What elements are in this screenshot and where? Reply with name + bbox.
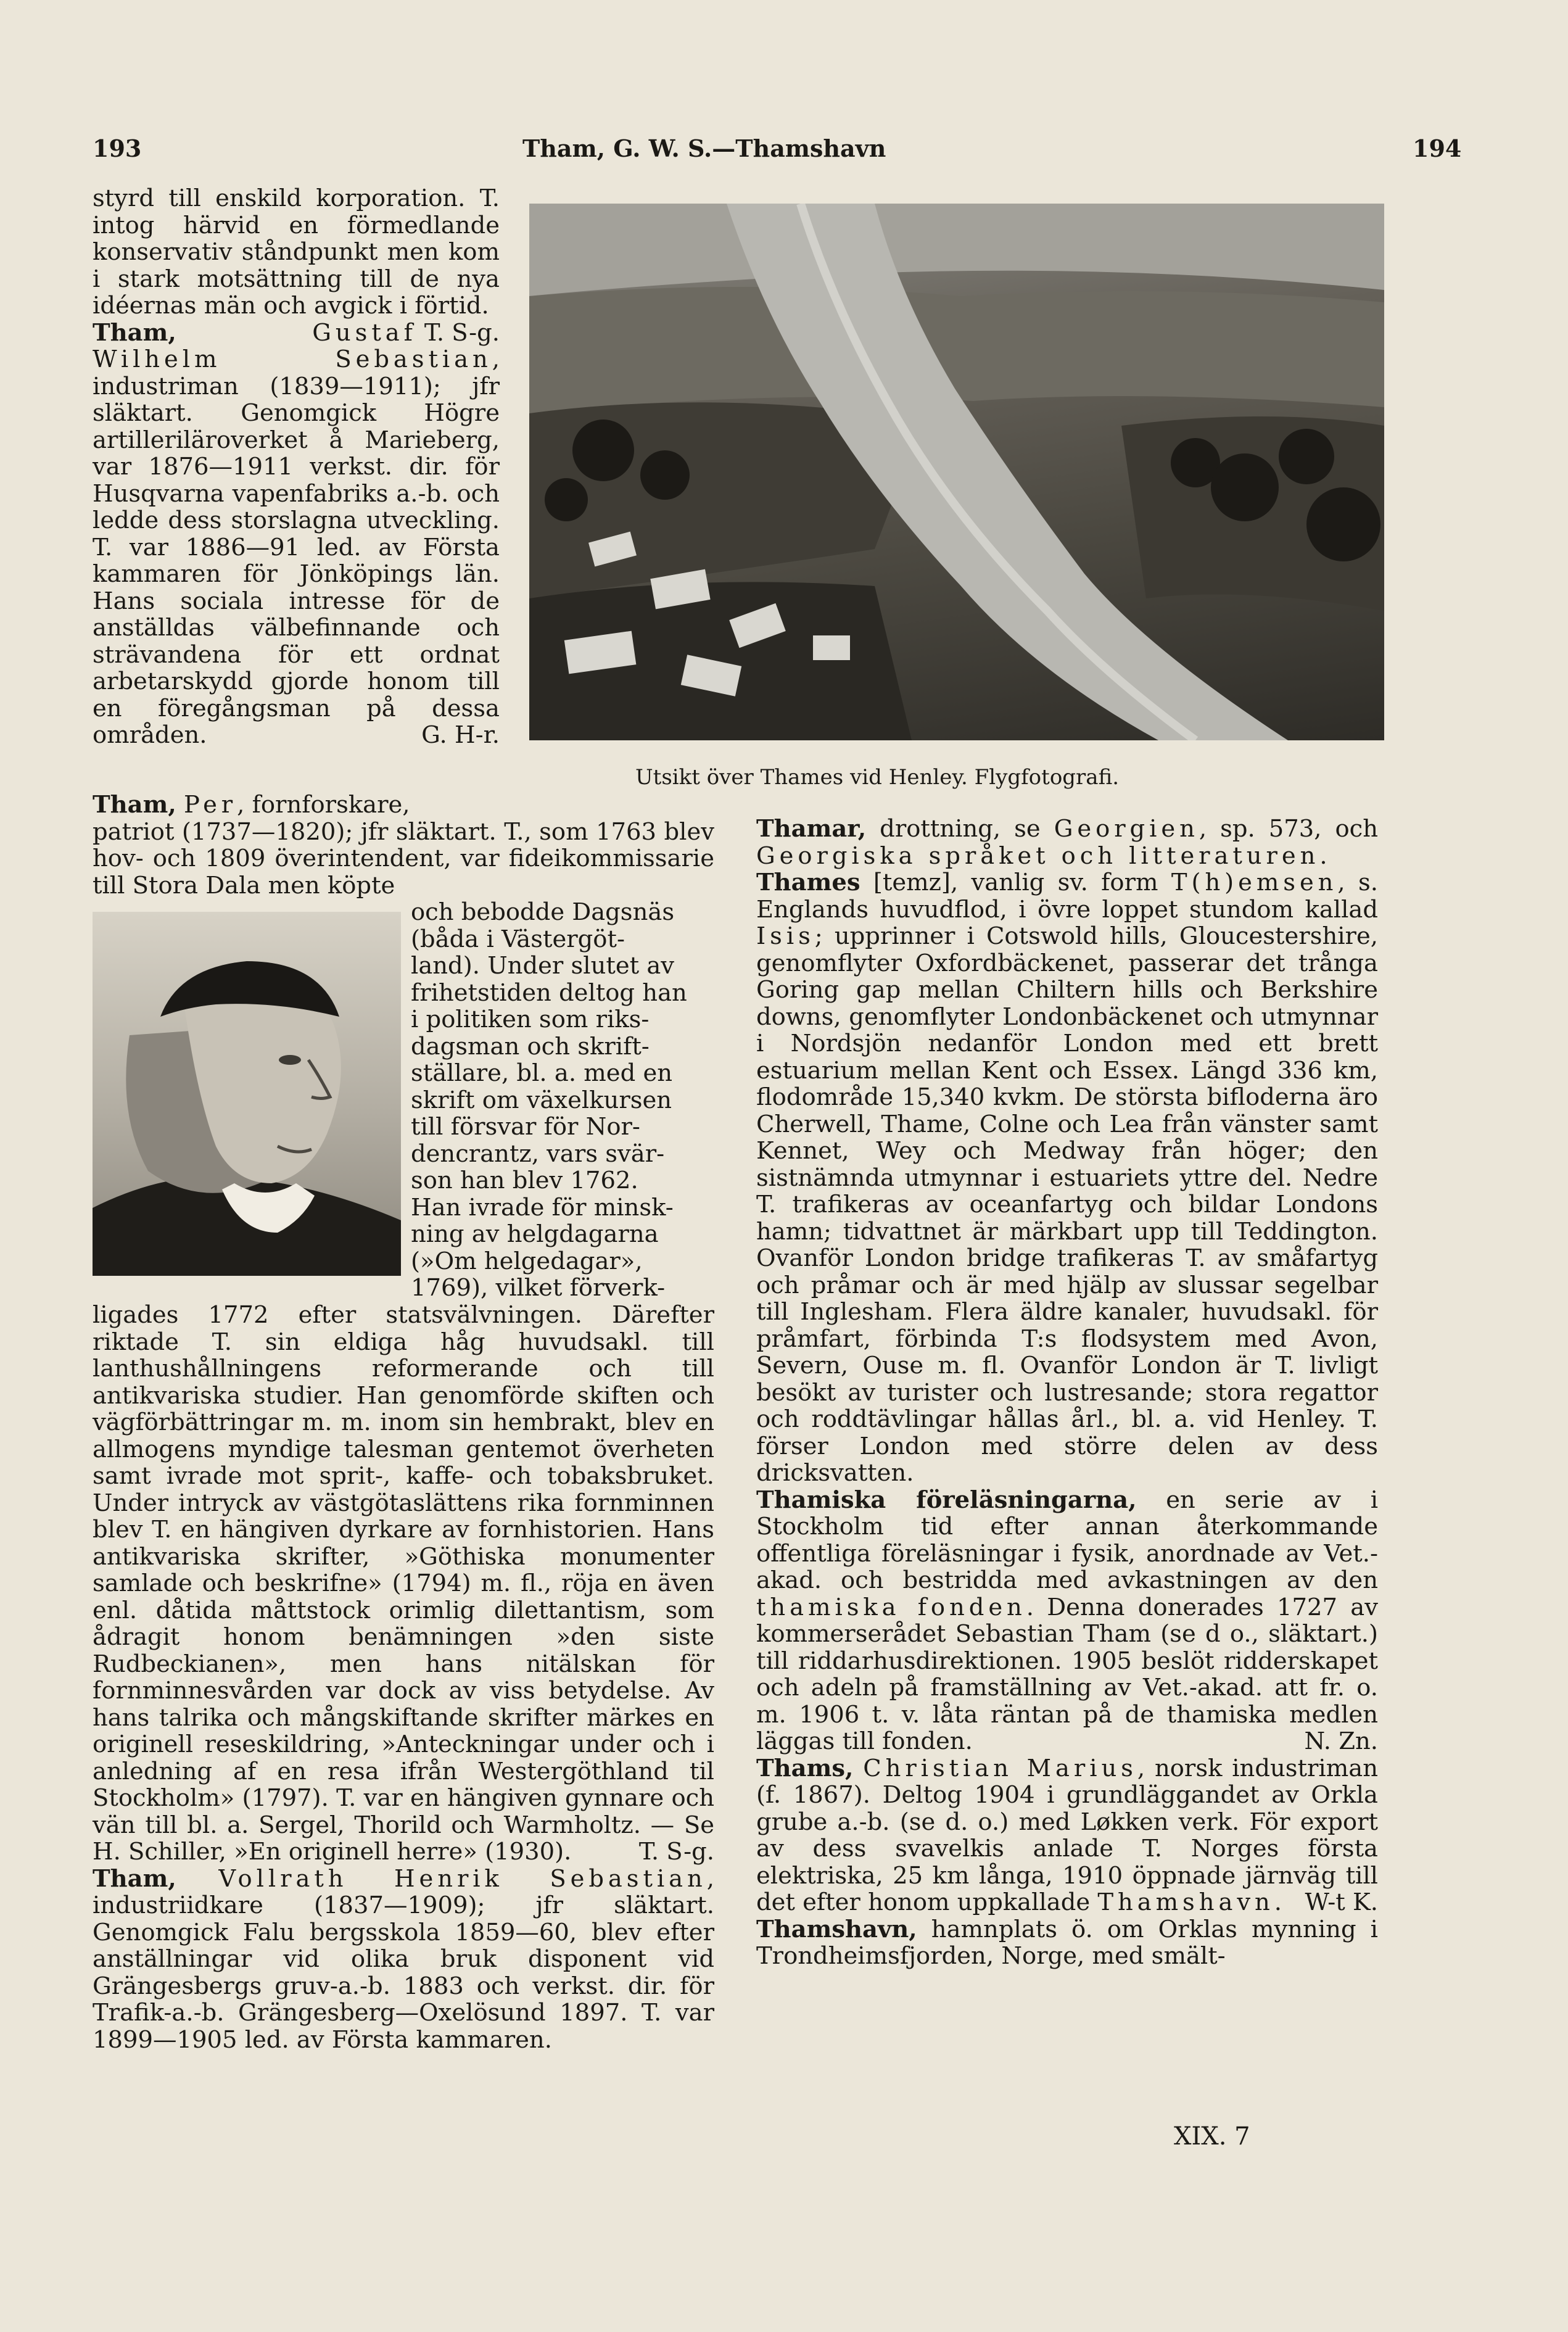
entry-headword: Tham, xyxy=(93,318,176,347)
thamiska-signature: N. Zn. xyxy=(1304,1727,1378,1755)
per-tham-signature: T. S-g. xyxy=(638,1838,714,1866)
per-tham-text-1: patriot (1737—1820); jfr släktart. T., som 1763 blev hov- och 1809 överintendent, var fideikommissarie till Stora Dala men köpte xyxy=(93,817,714,899)
left-column-bottom xyxy=(93,1302,714,2053)
per-tham-heading: Tham, Per, fornforskare, xyxy=(93,791,410,819)
per-tham-text-2: ligades 1772 efter statsvälvningen. Därefter riktade T. sin eldiga håg huvudsakl. till lanthushållningens reformerande och till antikvariska studier. Han genomförde skiften och vägförbättringar m. m. inom sin hembrakt, blev en allmogens myndige talesman gentemot överheten samt ivrade mot sprit-, kaffe- och tobaksbruket. Under intryck av västgötaslättens rika fornminnen blev T. en hängiven dyrkare av fornhistorien. Hans antikvariska skrifter, »Göthiska monumenter samlade och beskrifne» (1794) m. fl., röja en även enl. dåtida måttstock orimlig dilettantism, som ådragit honom benämningen »den siste Rudbeckianen», men hans nitälskan för fornminnesvården var dock av viss betydelse. Av hans talrika och mångskiftande skrifter märkes en originell reseskildring, »Anteckningar under och i anledning af en resa ifrån Westergöthland til Stockholm» (1797). T. var en hängiven gynnare och vän till bl. a. Sergel, Thorild och Warmholtz. — Se H. Schiller, »En originell herre» (1930). T. S-g. xyxy=(93,1301,714,1866)
article-gustaf-wilhelm-sebastian: Tham, Gustaf Wilhelm Sebastian, industriman (1839—1911); jfr släktart. Genomgick Högre artilleriläroverket å Marieberg, var 1876—1911 verkst. dir. för Husqvarna vapenfabriks a.-b. och ledde dess storslagna utveckling. T. var 1886—91 led. av Första kammaren för Jönköpings län. Hans sociala intresse för de anställdas välbefinnande och strävandena för ett ordnat arbetarskydd gjorde honom till en föregångsman på dessa områden. G. H-r. xyxy=(93,318,500,749)
photo-caption: Utsikt över Thames vid Henley. Flygfotografi. xyxy=(635,765,1120,790)
article-thamar: Thamar, drottning, se Georgien, sp. 573, och Georgiska språket och litteraturen. xyxy=(756,815,1379,870)
intro-signature: T. S-g. xyxy=(424,318,500,347)
page-number-left: 193 xyxy=(93,134,142,162)
running-title: Tham, G. W. S.—Thamshavn xyxy=(522,134,886,162)
gws-signature: G. H-r. xyxy=(421,721,500,749)
entry-headword: Thamiska föreläsningarna, xyxy=(756,1486,1137,1514)
entry-headword: Tham, xyxy=(93,1864,176,1893)
tham-article-ending: styrd till enskild korporation. T. intog härvid en förmedlande konservativ ståndpunkt men kom i stark motsättning till de nya idéernas män och avgick i förtid. T. S-g. xyxy=(93,184,500,347)
per-tham-portrait xyxy=(93,912,401,1276)
entry-headword: Thames xyxy=(756,869,860,896)
page-number-right: 194 xyxy=(1413,134,1462,162)
sheet-signature: XIX. 7 xyxy=(1174,2122,1250,2151)
article-thamiska-forelasningarna: Thamiska föreläsningarna, en serie av i Stockholm tid efter annan återkommande offentliga föreläsningar i fysik, anordnade av Vet.-akad. och bestridda med avkastningen av den thamiska fonden. Denna donerades 1727 av kommerserådet Sebastian Tham (se d o., släktart.) till riddarhusdirektionen. 1905 beslöt ridderskapet och adeln på framställning av Vet.-akad. att fr. o. m. 1906 t. v. låta räntan på de thamiska medlen läggas till fonden. N. Zn. xyxy=(756,1486,1379,1755)
entry-headword: Thamar, xyxy=(756,815,867,843)
left-column-top xyxy=(93,185,500,749)
per-tham-beside-portrait: och bebodde Dagsnäs (båda i Västergöt- land). Under slutet av frihetstiden deltog han i politiken som riks- dagsman och skrift- ställare, bl. a. med en skrift om växelkursen till försvar för Nor- dencrantz, vars svär- son han blev 1762. Han ivrade för minsk- ning av helgdagarna (»Om helgedagar», 1769), vilket förverk- xyxy=(411,898,687,1302)
right-column xyxy=(756,816,1378,1970)
article-thams: Thams, Christian Marius, norsk industriman (f. 1867). Deltog 1904 i grundläggandet av Orkla grube a.-b. (se d. o.) med Løkken verk. För export av dess svavelkis anlade T. Norges första elektriska, 25 km långa, 1910 öppnade järnväg till det efter honom uppkallade Thamshavn. W-t K. xyxy=(756,1754,1378,1916)
entry-headword: Thamshavn, xyxy=(756,1915,917,1943)
entry-headword: Thams, xyxy=(756,1754,854,1782)
thams-signature: W-t K. xyxy=(1305,1888,1378,1916)
entry-headword: Tham, xyxy=(93,791,176,819)
left-column-per-start xyxy=(93,792,714,899)
article-thamshavn: Thamshavn, hamnplats ö. om Orklas mynning i Trondheimsfjorden, Norge, med smält- xyxy=(756,1915,1378,1970)
thames-aerial-photo xyxy=(529,204,1384,740)
article-vollrath-henrik-sebastian: Tham, Vollrath Henrik Sebastian, industriidkare (1837—1909); jfr släktart. Genomgick Falu bergsskola 1859—60, blev efter anställningar vid olika bruk disponent vid Grängesbergs gruv-a.-b. 1883 och verkst. dir. för Trafik-a.-b. Grängesberg—Oxelösund 1897. T. var 1899—1905 led. av Första kammaren. xyxy=(93,1864,714,2054)
article-thames: Thames [temz], vanlig sv. form T(h)emsen, s. Englands huvudflod, i övre loppet stundom kallad Isis; upprinner i Cotswold hills, Gloucestershire, genomflyter Oxfordbäckenet, passerar det trånga Goring gap mellan Chiltern hills och Berkshire downs, genomflyter Londonbäckenet och utmynnar i Nordsjön nedanför London med ett brett estuarium mellan Kent och Essex. Längd 336 km, flodområde 15,340 kvkm. De största bifloderna äro Cherwell, Thame, Colne och Lea från vänster samt Kennet, Wey och Medway från höger; den sistnämnda utmynnar i estuariets yttre del. Nedre T. trafikeras av oceanfartyg och bildar Londons hamn; tidvattnet är märkbart upp till Teddington. Ovanför London bridge trafikeras T. av småfartyg och pråmar och är med hjälp av slussar segelbar till Inglesham. Flera äldre kanaler, huvudsakl. för pråmfart, förbinda T:s flodsystem med Avon, Severn, Ouse m. fl. Ovanför London är T. livligt besökt av turister och lustresande; stora regattor och roddtävlingar hållas årl., bl. a. vid Henley. T. förser London med större delen av dess dricksvatten. xyxy=(756,869,1378,1487)
